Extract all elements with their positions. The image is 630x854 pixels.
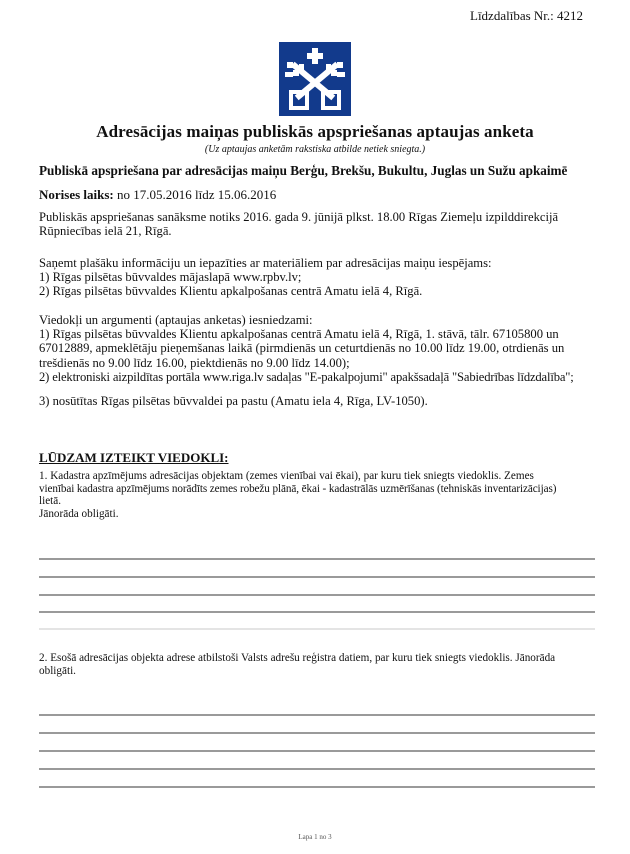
question-1-line: 1. Kadastra apzīmējums adresācijas objektam (zemes vienībai vai ēkai), par kuru tiek sniegts viedoklis. Zemes [39, 470, 534, 482]
form-title: Adresācijas maiņas publiskās apspriešanas aptaujas anketa [96, 122, 534, 141]
info-line: 1) Rīgas pilsētas būvvaldes mājaslapā www.rpbv.lv; [39, 270, 302, 285]
answer-line[interactable] [39, 611, 595, 613]
consultation-heading: Publiskā apspriešana par adresācijas maiņu Berģu, Brekšu, Bukultu, Juglas un Sužu apkaimē [39, 163, 568, 178]
submit-line: Viedokļi un argumenti (aptaujas anketas) iesniedzami: [39, 313, 313, 327]
answer-line[interactable] [39, 558, 595, 560]
ask-opinion-heading: LŪDZAM IZTEIKT VIEDOKLI: [39, 450, 229, 465]
question-1-line: vienībai kadastra apzīmējums norādīts zemes robežu plānā, ēkai - kadastrālās uzmērīšanas (tehniskās inventarizācijas) [39, 482, 557, 495]
answer-line[interactable] [39, 594, 595, 596]
page-number: Lapa 1 no 3 [298, 833, 332, 841]
answer-line[interactable] [39, 732, 595, 734]
answer-line[interactable] [39, 628, 595, 630]
question-2 [39, 652, 599, 677]
answer-line[interactable] [39, 714, 595, 716]
meeting-line: Publiskās apspriešanas sanāksme notiks 2016. gada 9. jūnijā plkst. 18.00 Rīgas Ziemeļu izpilddirekcijā [39, 210, 559, 224]
info-line: 2) Rīgas pilsētas būvvaldes Klientu apkalpošanas centrā Amatu ielā 4, Rīgā. [39, 284, 423, 299]
meeting-line: Rūpniecības ielā 21, Rīgā. [39, 224, 172, 239]
form-subtitle: (Uz aptaujas anketām rakstiska atbilde netiek sniegta.) [204, 144, 426, 155]
answer-line[interactable] [39, 768, 595, 770]
participation-number: Līdzdalības Nr.: 4212 [470, 8, 584, 23]
submit-line: trešdienās no 9.00 līdz 16.00, piektdienās no 9.00 līdz 14.00); [39, 355, 350, 370]
submit-line: 1) Rīgas pilsētas būvvaldes Klientu apkalpošanas centrā Amatu ielā 4, Rīgā, 1. stāvā, tālr. 67105800 un [39, 327, 559, 342]
answer-line[interactable] [39, 750, 595, 752]
question-1 [39, 470, 599, 520]
answer-line[interactable] [39, 786, 595, 788]
question-1-line: Jānorāda obligāti. [39, 507, 119, 520]
submit-option-3: 3) nosūtītas Rīgas pilsētas būvvaldei pa pastu (Amatu iela 4, Rīga, LV-1050). [39, 394, 428, 408]
question-1-line: lietā. [39, 495, 62, 508]
riga-crossed-keys-logo-icon [279, 42, 351, 116]
period-value: no 17.05.2016 līdz 15.06.2016 [113, 187, 277, 202]
submit-line: 67012889, apmeklētāju pieņemšanas laikā (pirmdienās un ceturtdienās no 10.00 līdz 19.00, otrdienās un [39, 341, 565, 356]
submit-line: 2) elektroniski aizpildītas portāla www.riga.lv sadaļas "E-pakalpojumi" apakšsadaļā "Sabiedrības līdzdalība"; [39, 369, 574, 384]
info-paragraph [39, 256, 599, 299]
info-line: Saņemt plašāku informāciju un iepazīties ar materiāliem par adresācijas maiņu iespējams: [39, 256, 492, 270]
period-label: Norises laiks: [39, 187, 114, 202]
submit-paragraph [39, 313, 599, 384]
question-2-line: 2. Esošā adresācijas objekta adrese atbilstoši Valsts adrešu reģistra datiem, par kuru tiek sniegts viedoklis. Jānorāda [39, 652, 556, 664]
crossed-keys-icon [279, 42, 351, 116]
question-2-line: obligāti. [39, 664, 76, 677]
answer-line[interactable] [39, 576, 595, 578]
period [39, 187, 276, 203]
meeting-paragraph [39, 210, 599, 238]
